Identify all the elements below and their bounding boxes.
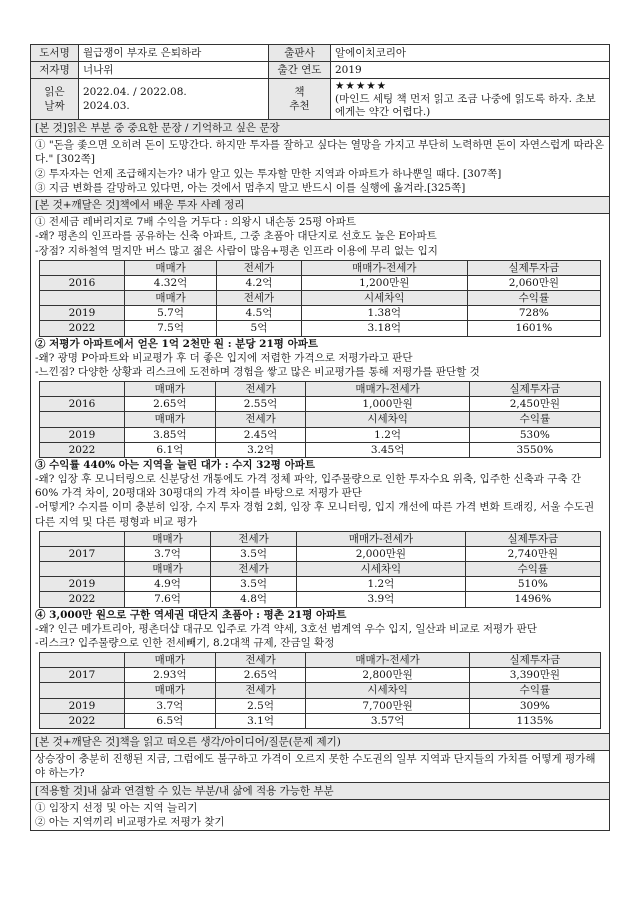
publisher-value: 알에이치코리아	[331, 45, 610, 62]
case-table	[39, 531, 601, 608]
read-date-label	[31, 79, 79, 120]
table-header: 매매가-전세가	[297, 531, 466, 546]
reading-note-page	[30, 44, 610, 831]
table-cell: 7.6억	[125, 592, 211, 607]
case-3	[35, 458, 605, 608]
table-cell: 6.1억	[125, 442, 216, 457]
table-cell: 4.8억	[211, 592, 297, 607]
quote-2: ② 투자자는 언제 조급해지는가? 내가 알고 있는 투자할 만한 지역과 아파트가 하나뿐일 때다. [307쪽]	[35, 167, 502, 180]
table-cell: 4.2억	[217, 275, 302, 290]
section1-header: [본 것]읽은 부분 중 중요한 문장 / 기억하고 싶은 문장	[30, 120, 610, 137]
table-header: 매매가	[125, 653, 216, 668]
case-line: -느낀점? 다양한 상황과 리스크에 도전하며 경험을 쌓고 많은 비교평가를 통해 저평가를 판단할 것	[35, 365, 480, 378]
table-header: 실제투자금	[469, 382, 600, 397]
read-label-line1: 읽은	[44, 86, 65, 99]
section3-body	[30, 751, 610, 782]
table-cell	[40, 562, 125, 577]
table-header: 시세차익	[297, 562, 466, 577]
table-cell: 1,200만원	[301, 275, 467, 290]
publisher-label: 출판사	[269, 45, 331, 62]
table-header: 매매가	[125, 260, 217, 275]
case-1	[35, 215, 605, 336]
book-label: 도서명	[31, 45, 79, 62]
table-header: 매매가	[125, 412, 216, 427]
case-title: ① 전세금 레버리지로 7배 수익을 거두다 : 의왕시 내손동 25평 아파트	[35, 216, 357, 229]
table-cell: 2.65억	[215, 668, 306, 683]
book-info-table	[30, 44, 610, 120]
table-cell: 510%	[465, 577, 600, 592]
table-header: 전세가	[211, 562, 297, 577]
table-header: 매매가-전세가	[301, 260, 467, 275]
table-year: 2016	[40, 275, 125, 290]
table-cell: 4.9억	[125, 577, 211, 592]
case-line: -리스크? 입주물량으로 인한 전세빼기, 8.2대책 규제, 잔금일 확정	[35, 636, 335, 649]
table-header: 전세가	[217, 260, 302, 275]
table-cell	[40, 412, 125, 427]
table-header: 수익률	[469, 412, 600, 427]
section2-body	[30, 214, 610, 734]
recommend-value	[331, 79, 610, 120]
table-cell: 2,800만원	[306, 668, 469, 683]
table-cell: 3.1억	[215, 713, 306, 728]
apply-item-1: ① 임장지 선정 및 아는 지역 늘리기	[35, 801, 198, 814]
recommend-text: (마인드 세팅 책 먼저 읽고 조금 나중에 읽도록 하자. 초보에게는 약간 어렵다.)	[335, 92, 596, 118]
table-cell: 728%	[467, 306, 600, 321]
section2-header: [본 것+깨달은 것]책에서 배운 투자 사례 정리	[30, 197, 610, 214]
table-cell: 2.5억	[215, 698, 306, 713]
table-cell: 7,700만원	[306, 698, 469, 713]
section3-header: [본 것+깨달은 것]책을 읽고 떠오른 생각/아이디어/질문(문제 제기)	[30, 734, 610, 751]
case-title: ④ 3,000만 원으로 구한 역세권 대단지 초품아 : 평촌 21평 아파트	[35, 608, 347, 621]
quote-3: ③ 지금 변화를 갈망하고 있다면, 아는 것에서 멈추지 말고 반드시 이를 실행에 옮겨라.[325쪽]	[35, 181, 466, 194]
table-cell	[40, 653, 125, 668]
case-line: -왜? 임장 후 모니터링으로 신분당선 개통에도 가격 정체 파악, 입주물량으로 인한 투자수요 위축, 입주한 신축과 구축 간 60% 가격 차이, 20평대와 30평대의 가격 차이를 바탕으로 저평가 판단	[35, 473, 581, 500]
year-label: 출간 연도	[269, 62, 331, 79]
table-header: 매매가	[125, 382, 216, 397]
table-cell: 2.65억	[125, 397, 216, 412]
quote-1: ① "돈을 좇으면 오히려 돈이 도망간다. 하지만 투자를 잘하고 싶다는 열망을 가지고 부단히 노력하면 돈이 자연스럽게 따라온다." [302쪽]	[35, 139, 605, 166]
section4-header: [적용할 것]내 삶과 연결할 수 있는 부분/내 삶에 적용 가능한 부분	[30, 783, 610, 800]
apply-item-2: ② 아는 지역끼리 비교평가로 저평가 찾기	[35, 815, 225, 828]
author-label: 저자명	[31, 62, 79, 79]
table-year: 2019	[40, 698, 125, 713]
table-header: 시세차익	[306, 683, 469, 698]
table-header: 매매가	[125, 291, 217, 306]
read-label-line2: 날짜	[44, 100, 65, 113]
table-cell: 2,000만원	[297, 546, 466, 561]
table-cell: 4.5억	[217, 306, 302, 321]
case-line: -장점? 지하철역 멀지만 버스 많고 젊은 사람이 많음+평촌 인프라 이용에 무리 없는 입지	[35, 244, 438, 257]
table-cell: 1496%	[465, 592, 600, 607]
case-line: -왜? 광명 P아파트와 비교평가 후 더 좋은 입지에 저렴한 가격으로 저평가라고 판단	[35, 351, 413, 364]
table-cell: 5.7억	[125, 306, 217, 321]
table-cell: 4.32억	[125, 275, 217, 290]
table-header: 전세가	[215, 382, 306, 397]
table-cell: 3.57억	[306, 713, 469, 728]
table-year: 2019	[40, 577, 125, 592]
author-value: 너나위	[79, 62, 269, 79]
table-cell: 7.5억	[125, 321, 217, 336]
case-line: -왜? 평촌의 인프라를 공유하는 신축 아파트, 그중 초품아 대단지로 선호도 높은 E아파트	[35, 230, 437, 243]
case-table	[39, 381, 601, 458]
table-cell	[40, 683, 125, 698]
table-cell: 5억	[217, 321, 302, 336]
table-cell: 2.55억	[215, 397, 306, 412]
recommend-label	[269, 79, 331, 120]
table-cell: 3.85억	[125, 427, 216, 442]
rec-label-line2: 추천	[289, 100, 310, 113]
table-header: 수익률	[467, 291, 600, 306]
table-header: 수익률	[465, 562, 600, 577]
table-cell	[40, 531, 125, 546]
table-header: 전세가	[215, 653, 306, 668]
case-line: -어떻게? 수지를 이미 충분히 임장, 수지 투자 경험 2회, 임장 후 모니터링, 입지 개선에 따른 가격 변화 트래킹, 서울 수도권 다른 지역 및 다른 평형과 비교 평가	[35, 501, 595, 528]
table-header: 전세가	[215, 683, 306, 698]
table-cell: 3.5억	[211, 546, 297, 561]
table-header: 실제투자금	[467, 260, 600, 275]
year-value: 2019	[331, 62, 610, 79]
table-year: 2019	[40, 427, 125, 442]
table-cell: 1.2억	[306, 427, 469, 442]
table-cell: 3.7억	[125, 698, 216, 713]
table-cell: 2.45억	[215, 427, 306, 442]
section4-body	[30, 800, 610, 831]
table-cell: 1.38억	[301, 306, 467, 321]
table-header: 시세차익	[301, 291, 467, 306]
table-year: 2022	[40, 713, 125, 728]
table-header: 시세차익	[306, 412, 469, 427]
table-header: 매매가-전세가	[306, 382, 469, 397]
case-line: -왜? 인근 메가트리아, 평촌더샵 대규모 입주로 가격 약세, 3호선 범계역 우수 입지, 일산과 비교로 저평가 판단	[35, 622, 537, 635]
table-year: 2022	[40, 321, 125, 336]
table-cell: 3.45억	[306, 442, 469, 457]
table-year: 2017	[40, 668, 125, 683]
table-cell: 6.5억	[125, 713, 216, 728]
table-cell: 3,390만원	[469, 668, 600, 683]
case-title: ③ 수익률 440% 아는 지역을 늘린 대가 : 수지 32평 아파트	[35, 458, 316, 471]
table-cell: 3.7억	[125, 546, 211, 561]
table-header: 수익률	[469, 683, 600, 698]
case-4	[35, 608, 605, 729]
table-cell	[40, 291, 125, 306]
table-header: 전세가	[217, 291, 302, 306]
table-header: 매매가	[125, 562, 211, 577]
table-year: 2019	[40, 306, 125, 321]
table-cell: 3.2억	[215, 442, 306, 457]
table-header: 매매가	[125, 531, 211, 546]
table-cell: 1135%	[469, 713, 600, 728]
table-cell: 309%	[469, 698, 600, 713]
read-date-2: 2024.03.	[83, 100, 130, 113]
table-cell	[40, 260, 125, 275]
table-cell: 1601%	[467, 321, 600, 336]
read-dates	[79, 79, 269, 120]
table-cell: 2,740만원	[465, 546, 600, 561]
table-cell	[40, 382, 125, 397]
table-year: 2016	[40, 397, 125, 412]
table-cell: 3550%	[469, 442, 600, 457]
table-year: 2022	[40, 592, 125, 607]
question-text: 상승장이 충분히 진행된 지금, 그럼에도 불구하고 가격이 오르지 못한 수도권의 일부 지역과 단지들의 가치를 어떻게 평가해야 하는가?	[35, 753, 596, 780]
case-table	[39, 260, 601, 337]
rec-label-line1: 책	[294, 86, 305, 99]
read-date-1: 2022.04. / 2022.08.	[83, 86, 187, 99]
table-cell: 2.93억	[125, 668, 216, 683]
table-cell: 530%	[469, 427, 600, 442]
table-cell: 3.18억	[301, 321, 467, 336]
table-cell: 1,000만원	[306, 397, 469, 412]
table-cell: 3.5억	[211, 577, 297, 592]
book-title: 월급쟁이 부자로 은퇴하라	[79, 45, 269, 62]
section1-body	[30, 137, 610, 197]
table-cell: 2,450만원	[469, 397, 600, 412]
case-table	[39, 652, 601, 729]
table-cell: 1.2억	[297, 577, 466, 592]
table-header: 전세가	[215, 412, 306, 427]
table-header: 전세가	[211, 531, 297, 546]
table-cell: 3.9억	[297, 592, 466, 607]
case-2	[35, 337, 605, 458]
table-header: 매매가-전세가	[306, 653, 469, 668]
star-rating: ★★★★★	[335, 80, 388, 93]
table-header: 실제투자금	[469, 653, 600, 668]
table-cell: 2,060만원	[467, 275, 600, 290]
table-year: 2017	[40, 546, 125, 561]
table-header: 매매가	[125, 683, 216, 698]
table-year: 2022	[40, 442, 125, 457]
case-title: ② 저평가 아파트에서 얻은 1억 2천만 원 : 분당 21평 아파트	[35, 337, 319, 350]
table-header: 실제투자금	[465, 531, 600, 546]
